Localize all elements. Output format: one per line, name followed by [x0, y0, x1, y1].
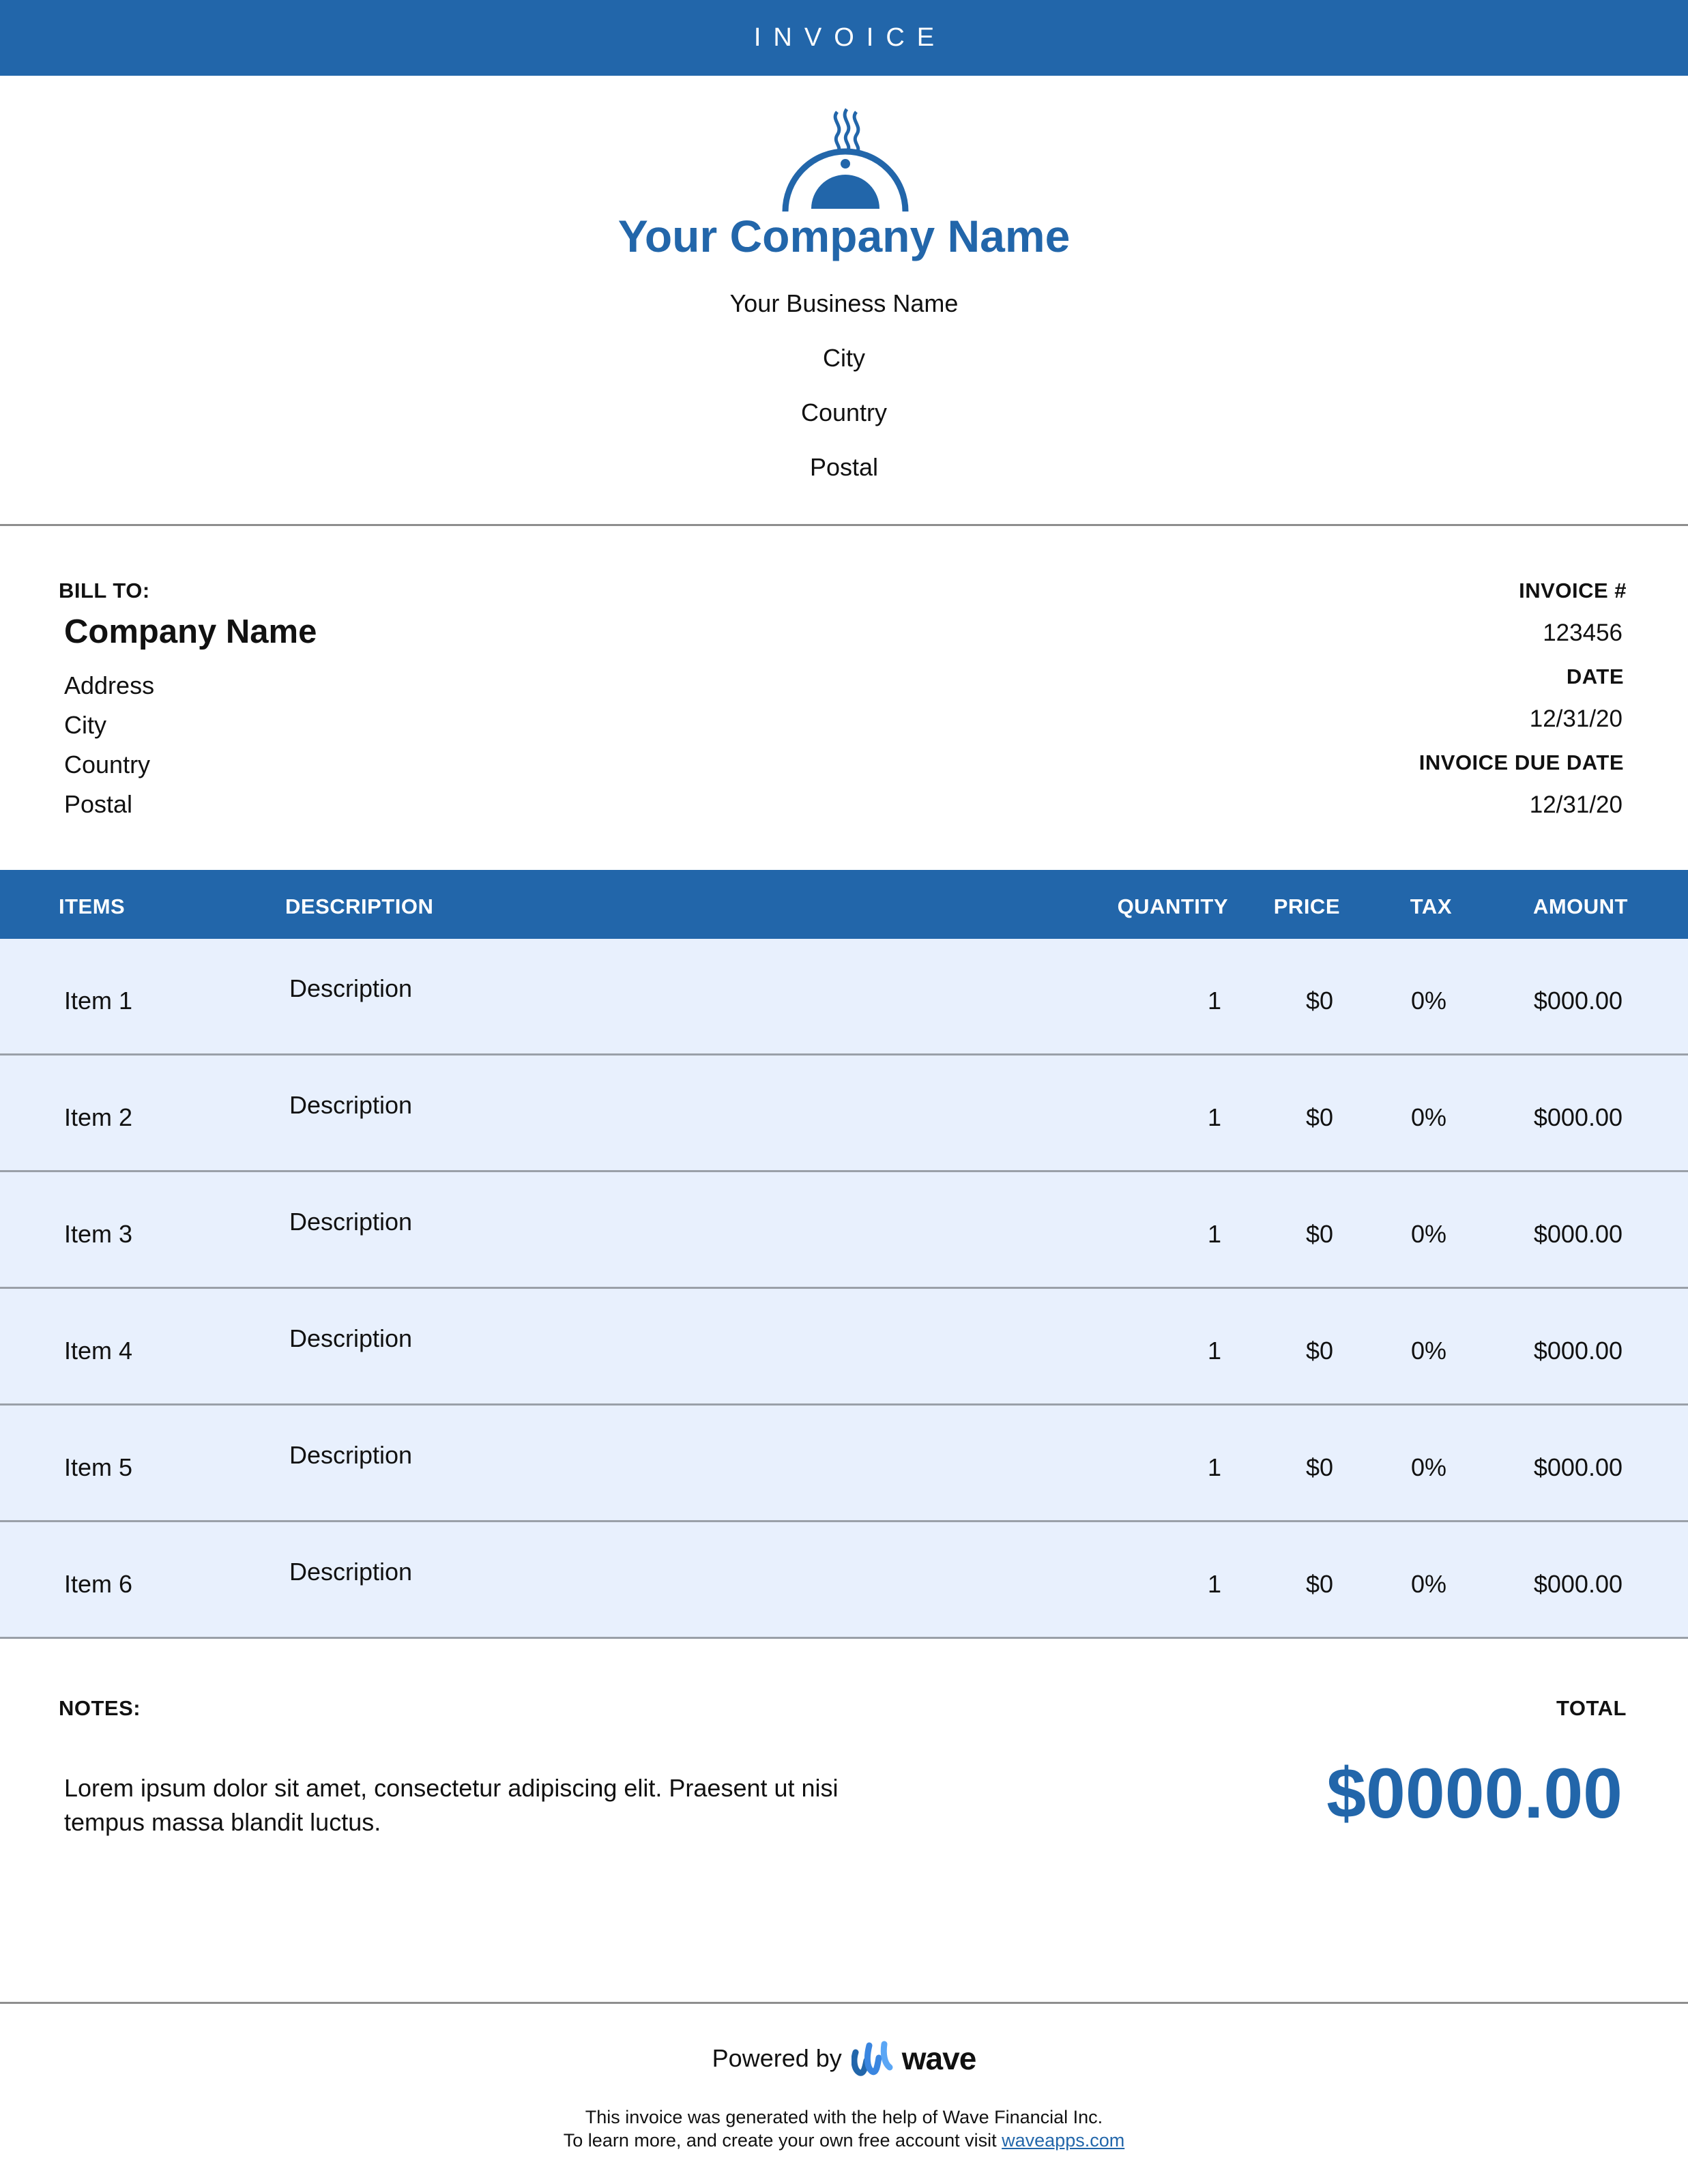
- row-price: $0: [1305, 1220, 1333, 1248]
- row-tax: 0%: [1410, 987, 1446, 1015]
- waveapps-link[interactable]: waveapps.com: [1002, 2130, 1125, 2151]
- row-price: $0: [1305, 1453, 1333, 1481]
- items-table-header: [0, 870, 1688, 939]
- row-price: $0: [1305, 1570, 1333, 1598]
- row-amount: $000.00: [1533, 1570, 1622, 1598]
- row-amount: $000.00: [1533, 1103, 1622, 1131]
- row-description: Description: [289, 1558, 413, 1586]
- company-postal: Postal: [809, 453, 879, 481]
- row-item: Item 3: [64, 1220, 133, 1248]
- powered-by-label: Powered by: [712, 2044, 842, 2072]
- footer-line-2: [0, 2130, 1688, 2151]
- table-row: [0, 939, 1688, 1055]
- total-label: TOTAL: [1556, 1696, 1627, 1720]
- company-country: Country: [800, 398, 888, 426]
- row-price: $0: [1305, 1337, 1333, 1365]
- company-name: Your Company Name: [617, 211, 1071, 261]
- header-quantity: QUANTITY: [1117, 894, 1228, 918]
- row-item: Item 2: [64, 1103, 133, 1131]
- bill-to-postal: Postal: [64, 790, 133, 818]
- items-table-body: [0, 939, 1688, 1639]
- footer-line-1: This invoice was generated with the help of Wave Financial Inc.: [585, 2107, 1103, 2127]
- powered-by: [0, 2040, 1688, 2077]
- row-tax: 0%: [1410, 1453, 1446, 1481]
- row-amount: $000.00: [1533, 1453, 1622, 1481]
- row-item: Item 1: [64, 987, 133, 1015]
- row-description: Description: [289, 1441, 413, 1469]
- footer-divider: [0, 2002, 1688, 2004]
- table-row: [0, 1289, 1688, 1406]
- notes-text: Lorem ipsum dolor sit amet, consectetur adipiscing elit. Praesent ut nisi tempus massa blandit luctus.: [64, 1774, 839, 1836]
- bill-to-city: City: [64, 711, 106, 739]
- header-items: ITEMS: [59, 894, 126, 918]
- row-item: Item 6: [64, 1570, 133, 1598]
- row-tax: 0%: [1410, 1570, 1446, 1598]
- wave-brand-name: wave: [901, 2041, 976, 2076]
- row-quantity: 1: [1207, 987, 1221, 1015]
- table-row: [0, 1406, 1688, 1522]
- bill-to-country: Country: [64, 751, 151, 778]
- row-amount: $000.00: [1533, 987, 1622, 1015]
- row-tax: 0%: [1410, 1220, 1446, 1248]
- bill-to-address: Address: [64, 671, 155, 699]
- header-price: PRICE: [1273, 894, 1340, 918]
- row-description: Description: [289, 974, 413, 1002]
- row-quantity: 1: [1207, 1453, 1221, 1481]
- row-tax: 0%: [1410, 1337, 1446, 1365]
- invoice-banner: [0, 0, 1688, 76]
- bill-to-company-name: Company Name: [64, 613, 317, 650]
- company-business-name: Your Business Name: [729, 289, 959, 317]
- header-amount: AMOUNT: [1532, 894, 1628, 918]
- header-description: DESCRIPTION: [285, 894, 434, 918]
- row-tax: 0%: [1410, 1103, 1446, 1131]
- row-price: $0: [1305, 987, 1333, 1015]
- row-description: Description: [289, 1208, 413, 1236]
- bill-to-label: BILL TO:: [59, 579, 150, 602]
- invoice-date-label: DATE: [1566, 665, 1624, 688]
- footer-line-2-text: To learn more, and create your own free account visit: [563, 2130, 997, 2151]
- invoice-number: 123456: [1543, 620, 1622, 646]
- divider: [0, 524, 1688, 526]
- cloche-icon: [776, 108, 915, 214]
- invoice-number-label: INVOICE #: [1519, 579, 1627, 602]
- row-quantity: 1: [1207, 1103, 1221, 1131]
- row-description: Description: [289, 1091, 413, 1119]
- invoice-due-date: 12/31/20: [1529, 791, 1622, 818]
- table-row: [0, 1172, 1688, 1289]
- table-row: [0, 1055, 1688, 1172]
- header-tax: TAX: [1410, 894, 1452, 918]
- row-amount: $000.00: [1533, 1220, 1622, 1248]
- table-row: [0, 1522, 1688, 1639]
- wave-logo-icon: [852, 2040, 897, 2077]
- row-amount: $000.00: [1533, 1337, 1622, 1365]
- row-quantity: 1: [1207, 1337, 1221, 1365]
- notes-label: NOTES:: [59, 1696, 141, 1720]
- row-quantity: 1: [1207, 1220, 1221, 1248]
- row-quantity: 1: [1207, 1570, 1221, 1598]
- invoice-banner-title: INVOICE: [753, 23, 947, 52]
- invoice-due-date-label: INVOICE DUE DATE: [1418, 751, 1624, 774]
- total-amount: $0000.00: [1326, 1754, 1622, 1833]
- row-description: Description: [289, 1324, 413, 1352]
- invoice-date: 12/31/20: [1529, 705, 1622, 732]
- row-price: $0: [1305, 1103, 1333, 1131]
- row-item: Item 5: [64, 1453, 133, 1481]
- company-city: City: [823, 344, 865, 372]
- row-item: Item 4: [64, 1337, 133, 1365]
